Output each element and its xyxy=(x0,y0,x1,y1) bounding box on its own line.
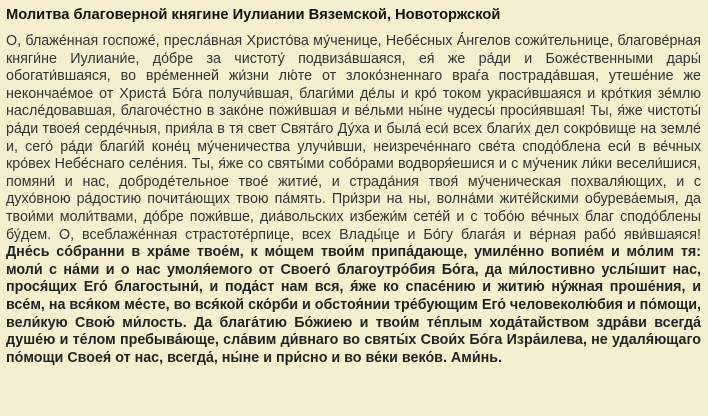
prayer-text xyxy=(6,33,701,367)
prayer-text-part1: О, блаже́нная госпоже́, пресла́вная Христо́ва му́ченице, Небе́сных А́нгелов сожи́тельнице, благове́рная княги́не Иулиани́е, до́бре за чистоту́ подвиза́вшаяся, ея́ же ра́ди и Боже́ственными дары́ обогати́вшаяся, во вре́менней жи́зни лю́те от злоко́зненнаго враѓа пострада́вшая, утеше́ние же некончае́мое от Христа́ Бо́га получи́вшая, благи́ми де́лы и кро́ током украси́вшаяся и кро́ткия зе́млю насле́довавшая, благоче́стно в зако́не пожи́вшая и ве́льми ны́не чудесы́ проси́явшая! xyxy=(6,33,701,120)
prayer-text-part3: Дне́сь со́бранни в хра́ме твое́м, к мо́щем твои́м припа́дающе, умиле́нно вопие́м и мо́лим тя: моли́ с на́ми и о нас умоля́емого от Своего́ благоутро́бия Бо́га, да ми́лостивно услы́шит нас, прося́щих Его́ благостыни́, и пода́ст нам вся, я́же ко спасе́нию и житию́ ну́жная проше́ния, и все́м, на вся́ком ме́сте, во вся́кой ско́рби и обстоя́нии тре́бующим Его́ человеколю́бия и по́мощи, вели́кую Свою́ ми́лость. Да блага́тию Бо́жиею и твои́м те́плым хода́тайством здра́ви всегда́ душе́ю и те́лом пребыва́юще, сла́вим ди́внаго во святы́х Свои́х Бо́га Изра́илева, не удаля́ющаго по́мощи Своея́ от нас, всегда́, ны́не и при́сно и во ве́ки веко́в. Ами́нь. xyxy=(6,244,701,366)
prayer-title: Молитва благоверной княгине Иулиании Вяземской, Новоторжской xyxy=(6,7,501,23)
prayer-text-part2: Ты, я́же чистоты́ ра́ди твоея́ серде́чныя, прия́ла в тя свет Свята́го Ду́ха и была́ еси́ всех благи́х дел сокро́вище на земле́ и, сего́ ра́ди благи́й коне́ц му́ченичества улучи́вши, неизрече́ннаго све́та сподо́блена еси́ в ве́чных кро́вех Небе́снаго селе́ния. Ты, я́же со святы́ми собо́рами водворя́ешися и с му́ченик ли́ки весели́шися, помяни́ и нас, доброде́тельное твое́ житие́, и страда́ния твоя́ му́ченическая похваля́ющих, и с духо́вною ра́достию почита́ющих твою па́мять. При́зри на ны, волна́ми жите́йскими обурева́емыя, да твои́ми моли́твами, до́бре пожи́вше, диа́вольских избежи́м сете́й и с тобо́ю ве́чных благ сподо́блены бу́дем. О, всеблаже́нная страстоте́рпице, всех Влады́це и Бо́гу блага́я и ве́рная рабо́ яви́вшаяся! xyxy=(6,103,701,243)
